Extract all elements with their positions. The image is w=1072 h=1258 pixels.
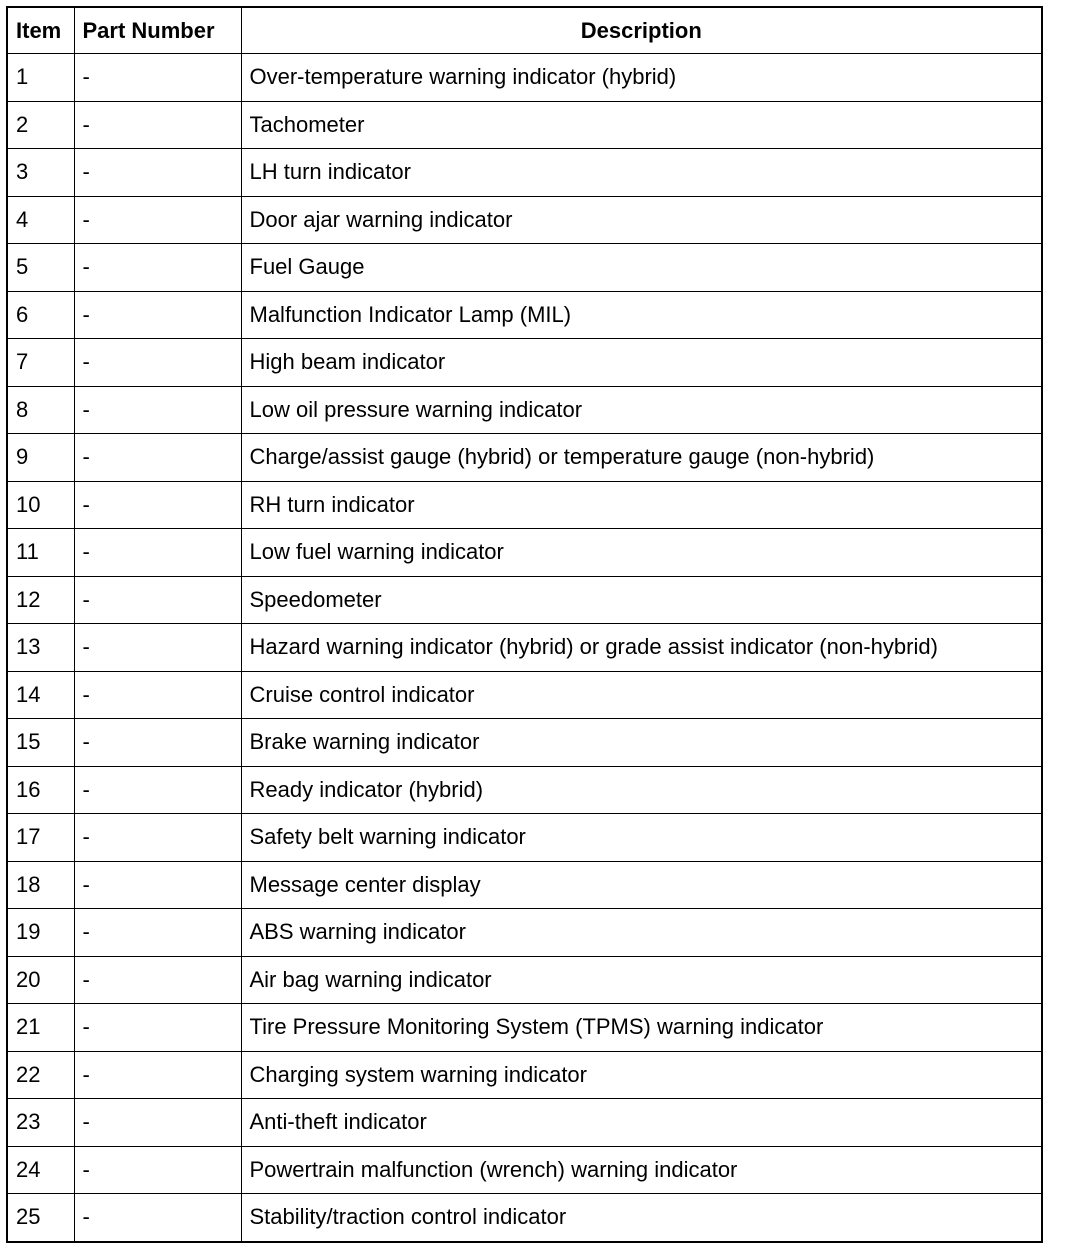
table-row (7, 1194, 1042, 1242)
table-row (7, 576, 1042, 624)
item-cell: 11 (7, 529, 74, 577)
part-number-cell: - (74, 814, 241, 862)
part-number-cell: - (74, 149, 241, 197)
table-row (7, 671, 1042, 719)
table-row (7, 909, 1042, 957)
table-row (7, 1146, 1042, 1194)
table-row (7, 719, 1042, 767)
table-body (7, 54, 1042, 1242)
item-cell: 9 (7, 434, 74, 482)
part-number-cell: - (74, 386, 241, 434)
table-row (7, 814, 1042, 862)
item-cell: 16 (7, 766, 74, 814)
item-cell: 4 (7, 196, 74, 244)
item-cell: 1 (7, 54, 74, 102)
part-number-cell: - (74, 1004, 241, 1052)
part-number-cell: - (74, 1194, 241, 1242)
description-cell: Safety belt warning indicator (241, 814, 1042, 862)
table-row (7, 1004, 1042, 1052)
table-row (7, 481, 1042, 529)
header-description: Description (241, 7, 1042, 54)
header-part-number: Part Number (74, 7, 241, 54)
part-number-cell: - (74, 1099, 241, 1147)
item-cell: 6 (7, 291, 74, 339)
part-number-cell: - (74, 244, 241, 292)
table-row (7, 529, 1042, 577)
description-cell: Cruise control indicator (241, 671, 1042, 719)
item-cell: 24 (7, 1146, 74, 1194)
table-row (7, 196, 1042, 244)
table-header (7, 7, 1042, 54)
item-cell: 2 (7, 101, 74, 149)
part-number-cell: - (74, 1146, 241, 1194)
description-cell: LH turn indicator (241, 149, 1042, 197)
item-cell: 17 (7, 814, 74, 862)
description-cell: High beam indicator (241, 339, 1042, 387)
item-cell: 21 (7, 1004, 74, 1052)
item-cell: 13 (7, 624, 74, 672)
table-row (7, 766, 1042, 814)
description-cell: Air bag warning indicator (241, 956, 1042, 1004)
item-cell: 7 (7, 339, 74, 387)
part-number-cell: - (74, 291, 241, 339)
table-row (7, 956, 1042, 1004)
description-cell: Charge/assist gauge (hybrid) or temperature gauge (non-hybrid) (241, 434, 1042, 482)
description-cell: Over-temperature warning indicator (hybrid) (241, 54, 1042, 102)
description-cell: Speedometer (241, 576, 1042, 624)
table-row (7, 291, 1042, 339)
item-cell: 18 (7, 861, 74, 909)
description-cell: Door ajar warning indicator (241, 196, 1042, 244)
item-cell: 14 (7, 671, 74, 719)
table-row (7, 149, 1042, 197)
part-number-cell: - (74, 529, 241, 577)
table-row (7, 339, 1042, 387)
item-cell: 19 (7, 909, 74, 957)
part-number-cell: - (74, 434, 241, 482)
description-cell: Tire Pressure Monitoring System (TPMS) warning indicator (241, 1004, 1042, 1052)
part-number-cell: - (74, 719, 241, 767)
parts-table (6, 6, 1043, 1243)
description-cell: Powertrain malfunction (wrench) warning indicator (241, 1146, 1042, 1194)
table-row (7, 861, 1042, 909)
table-row (7, 101, 1042, 149)
header-row (7, 7, 1042, 54)
part-number-cell: - (74, 956, 241, 1004)
description-cell: Charging system warning indicator (241, 1051, 1042, 1099)
description-cell: Fuel Gauge (241, 244, 1042, 292)
description-cell: Tachometer (241, 101, 1042, 149)
description-cell: RH turn indicator (241, 481, 1042, 529)
description-cell: Brake warning indicator (241, 719, 1042, 767)
table-row (7, 1099, 1042, 1147)
item-cell: 10 (7, 481, 74, 529)
item-cell: 5 (7, 244, 74, 292)
item-cell: 20 (7, 956, 74, 1004)
description-cell: Ready indicator (hybrid) (241, 766, 1042, 814)
description-cell: Low oil pressure warning indicator (241, 386, 1042, 434)
item-cell: 15 (7, 719, 74, 767)
description-cell: Malfunction Indicator Lamp (MIL) (241, 291, 1042, 339)
item-cell: 25 (7, 1194, 74, 1242)
part-number-cell: - (74, 1051, 241, 1099)
table-row (7, 434, 1042, 482)
description-cell: Low fuel warning indicator (241, 529, 1042, 577)
part-number-cell: - (74, 861, 241, 909)
description-cell: Anti-theft indicator (241, 1099, 1042, 1147)
part-number-cell: - (74, 196, 241, 244)
header-item: Item (7, 7, 74, 54)
item-cell: 22 (7, 1051, 74, 1099)
part-number-cell: - (74, 339, 241, 387)
part-number-cell: - (74, 909, 241, 957)
table-row (7, 54, 1042, 102)
table-row (7, 624, 1042, 672)
part-number-cell: - (74, 671, 241, 719)
part-number-cell: - (74, 54, 241, 102)
item-cell: 23 (7, 1099, 74, 1147)
description-cell: Message center display (241, 861, 1042, 909)
part-number-cell: - (74, 624, 241, 672)
description-cell: ABS warning indicator (241, 909, 1042, 957)
table-row (7, 244, 1042, 292)
part-number-cell: - (74, 766, 241, 814)
part-number-cell: - (74, 481, 241, 529)
part-number-cell: - (74, 101, 241, 149)
table-row (7, 386, 1042, 434)
item-cell: 3 (7, 149, 74, 197)
description-cell: Hazard warning indicator (hybrid) or grade assist indicator (non-hybrid) (241, 624, 1042, 672)
part-number-cell: - (74, 576, 241, 624)
description-cell: Stability/traction control indicator (241, 1194, 1042, 1242)
item-cell: 12 (7, 576, 74, 624)
item-cell: 8 (7, 386, 74, 434)
table-row (7, 1051, 1042, 1099)
